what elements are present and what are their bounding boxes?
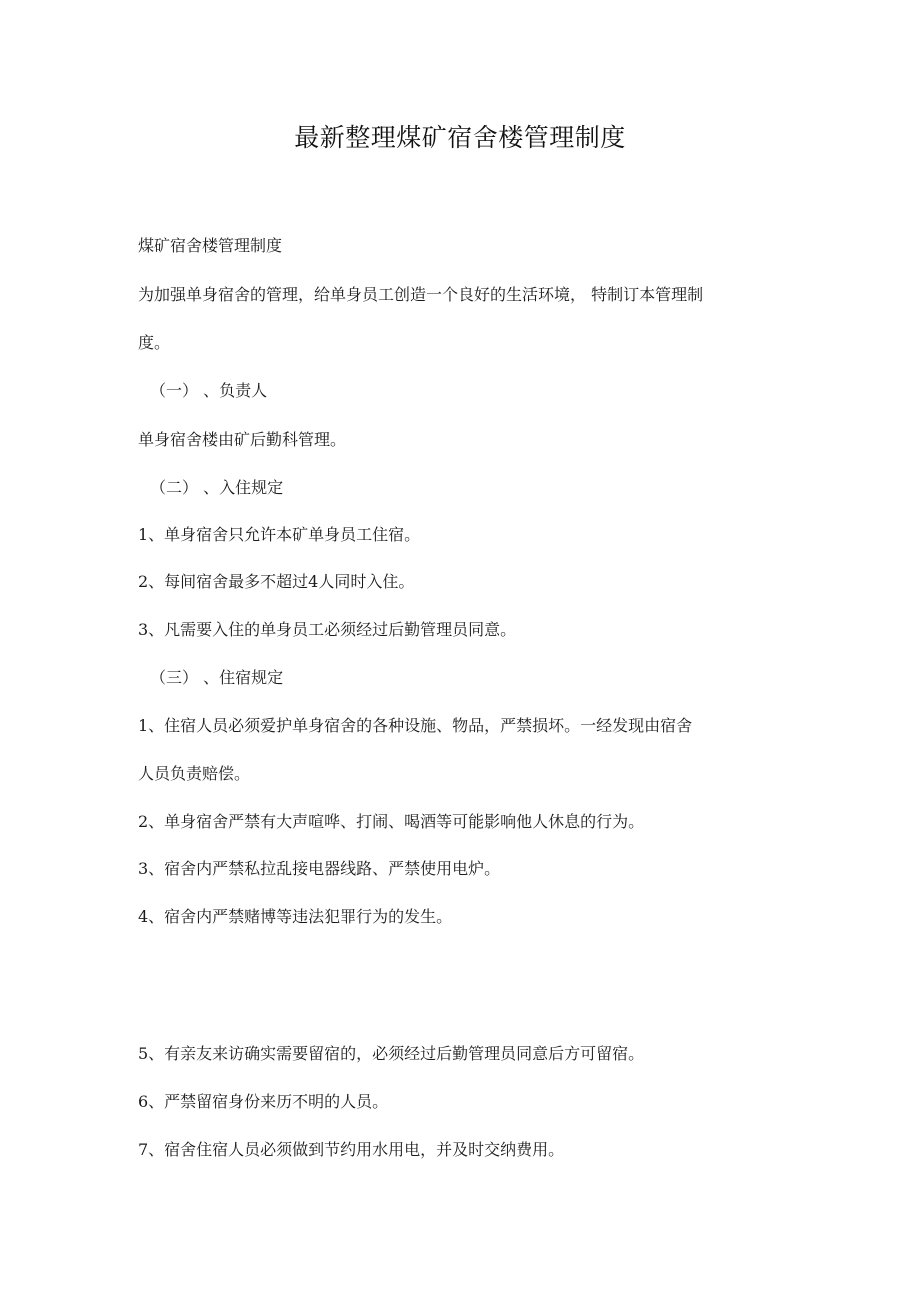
document-subtitle: 煤矿宿舍楼管理制度 [138,236,283,255]
section-3-item-2: 2、单身宿舍严禁有大声喧哗、打闹、喝酒等可能影响他人休息的行为。 [138,812,645,831]
section-3-item-1-line-2: 人员负责赔偿。 [138,764,251,783]
intro-paragraph-line-1: 为加强单身宿舍的管理，给单身员工创造一个良好的生活环境， 特制订本管理制 [138,285,704,304]
section-3-item-1-line-1: 1、住宿人员必须爱护单身宿舍的各种设施、物品，严禁损坏。一经发现由宿舍 [138,716,693,735]
section-2-item-1: 1、单身宿舍只允许本矿单身员工住宿。 [138,525,421,544]
section-2-item-3: 3、凡需要入住的单身员工必须经过后勤管理员同意。 [138,620,517,639]
section-1-text: 单身宿舍楼由矿后勤科管理。 [138,430,347,449]
section-2-heading: （二） 、入住规定 [150,478,284,497]
section-3-item-6: 6、严禁留宿身份来历不明的人员。 [138,1092,389,1111]
document-title: 最新整理煤矿宿舍楼管理制度 [294,123,626,152]
intro-paragraph-line-2: 度。 [138,333,171,352]
section-3-item-5: 5、有亲友来访确实需要留宿的，必须经过后勤管理员同意后方可留宿。 [138,1044,645,1063]
section-3-item-3: 3、宿舍内严禁私拉乱接电器线路、严禁使用电炉。 [138,859,501,878]
section-3-item-4: 4、宿舍内严禁赌博等违法犯罪行为的发生。 [138,907,453,926]
section-1-heading: （一） 、负责人 [150,381,268,400]
section-3-item-7: 7、宿舍住宿人员必须做到节约用水用电，并及时交纳费用。 [138,1140,565,1159]
section-3-heading: （三） 、住宿规定 [150,668,284,687]
section-2-item-2: 2、每间宿舍最多不超过4人同时入住。 [138,572,415,591]
